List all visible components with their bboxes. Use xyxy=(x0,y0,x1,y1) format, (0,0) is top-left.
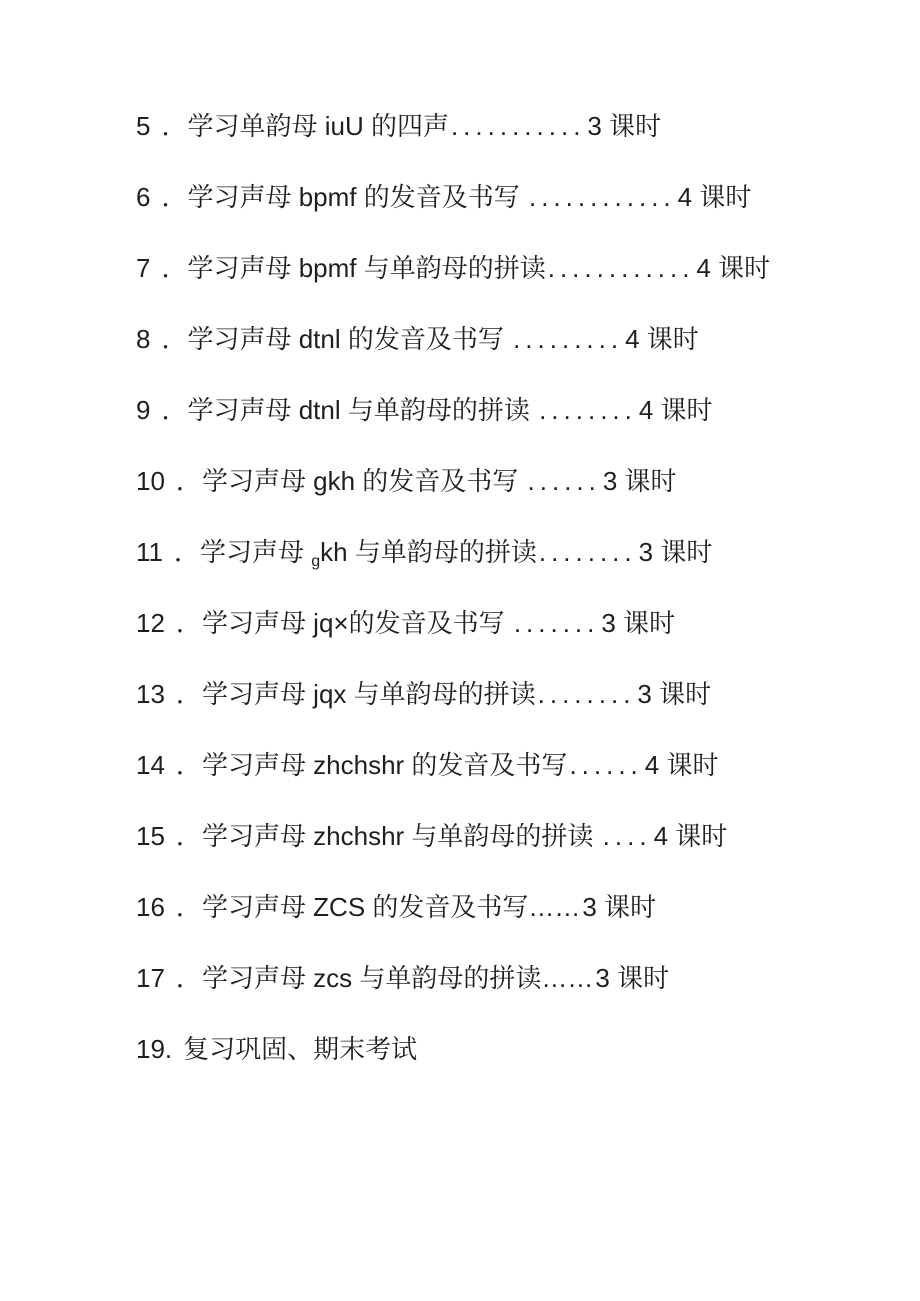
item-title-suffix: kh 与单韵母的拼读 xyxy=(320,537,537,567)
item-separator: ． xyxy=(161,324,188,354)
item-title: 学习声母 zcs 与单韵母的拼读 xyxy=(201,963,542,993)
item-hours: 4 课时 xyxy=(677,182,752,212)
item-title: 学习声母 gkh 的发音及书写 xyxy=(201,466,526,496)
toc-item-13 xyxy=(136,678,890,711)
item-dot-leader: ........ xyxy=(538,537,637,567)
item-title-subscript-g: g xyxy=(311,553,321,570)
item-title: 学习声母 zhchshr 与单韵母的拼读 xyxy=(201,821,601,851)
item-number: 17 xyxy=(136,963,165,993)
item-title: 学习声母 jq×的发音及书写 xyxy=(201,608,512,638)
item-dot-leader: ...... xyxy=(527,466,601,496)
item-hours: 3 课时 xyxy=(602,466,677,496)
item-title: 学习声母 dtnl 与单韵母的拼读 xyxy=(187,395,538,425)
item-hours: 3 课时 xyxy=(638,537,713,567)
item-title: 学习声母 dtnl 的发音及书写 xyxy=(187,324,512,354)
toc-item-14 xyxy=(136,749,890,782)
item-number: 9 xyxy=(136,395,151,425)
item-dot-leader: ........ xyxy=(539,395,637,425)
item-number: 12 xyxy=(136,608,165,638)
item-dot-leader: ........ xyxy=(537,679,636,709)
toc-item-17 xyxy=(136,962,890,995)
item-ellipsis-leader: …… xyxy=(528,892,581,922)
item-title: 学习声母 jqx 与单韵母的拼读 xyxy=(201,679,536,709)
item-number: 19. xyxy=(136,1034,173,1064)
item-separator: ． xyxy=(175,608,202,638)
item-dot-leader: ...... xyxy=(569,750,643,780)
item-separator: ． xyxy=(175,821,202,851)
toc-item-12 xyxy=(136,607,890,640)
item-dot-leader: ......... xyxy=(513,324,624,354)
toc-item-6 xyxy=(136,181,890,214)
toc-item-7 xyxy=(136,252,890,285)
item-separator: ． xyxy=(161,253,188,283)
item-number: 10 xyxy=(136,466,165,496)
item-separator: ． xyxy=(175,963,202,993)
item-number: 6 xyxy=(136,182,151,212)
item-title-prefix: 学习声母 xyxy=(200,537,312,567)
item-title: 学习声母 bpmf 与单韵母的拼读 xyxy=(187,253,546,283)
item-number: 8 xyxy=(136,324,151,354)
item-separator: ． xyxy=(161,182,188,212)
item-hours: 3 课时 xyxy=(601,608,676,638)
toc-item-15 xyxy=(136,820,890,853)
item-hours: 4 课时 xyxy=(696,253,771,283)
item-dot-leader: ............ xyxy=(547,253,695,283)
item-number: 5 xyxy=(136,111,151,141)
item-separator: ． xyxy=(174,537,201,567)
item-separator: ． xyxy=(175,750,202,780)
toc-item-8 xyxy=(136,323,890,356)
item-dot-leader: ....... xyxy=(513,608,600,638)
item-number: 14 xyxy=(136,750,165,780)
item-title: 学习声母 zhchshr 的发音及书写 xyxy=(201,750,568,780)
item-title: 学习声母 ZCS 的发音及书写 xyxy=(201,892,529,922)
item-number: 7 xyxy=(136,253,151,283)
item-hours: 3 课时 xyxy=(595,963,670,993)
item-dot-leader: .... xyxy=(602,821,652,851)
item-separator: ． xyxy=(175,466,202,496)
item-separator: ． xyxy=(161,395,188,425)
item-separator: ． xyxy=(175,679,202,709)
item-title: 学习声母 bpmf 的发音及书写 xyxy=(187,182,527,212)
item-hours: 3 课时 xyxy=(587,111,662,141)
item-hours: 4 课时 xyxy=(653,821,728,851)
toc-item-9 xyxy=(136,394,890,427)
item-dot-leader: ............ xyxy=(528,182,676,212)
item-separator: ． xyxy=(175,892,202,922)
item-separator: ． xyxy=(161,111,188,141)
toc-item-16 xyxy=(136,891,890,924)
item-number: 15 xyxy=(136,821,165,851)
item-hours: 3 课时 xyxy=(582,892,657,922)
item-hours: 4 课时 xyxy=(644,750,719,780)
item-number: 11 xyxy=(136,537,163,567)
item-title: 复习巩固、期末考试 xyxy=(183,1034,418,1064)
item-dot-leader: ........... xyxy=(450,111,586,141)
toc-item-10 xyxy=(136,465,890,498)
item-hours: 3 课时 xyxy=(637,679,712,709)
item-number: 16 xyxy=(136,892,165,922)
toc-item-11 xyxy=(136,536,890,569)
item-title: 学习单韵母 iuU 的四声 xyxy=(187,111,449,141)
item-ellipsis-leader: …… xyxy=(541,963,594,993)
toc-item-5 xyxy=(136,110,890,143)
item-number: 13 xyxy=(136,679,165,709)
item-hours: 4 课时 xyxy=(638,395,713,425)
item-hours: 4 课时 xyxy=(625,324,699,354)
toc-item-19 xyxy=(136,1033,890,1066)
